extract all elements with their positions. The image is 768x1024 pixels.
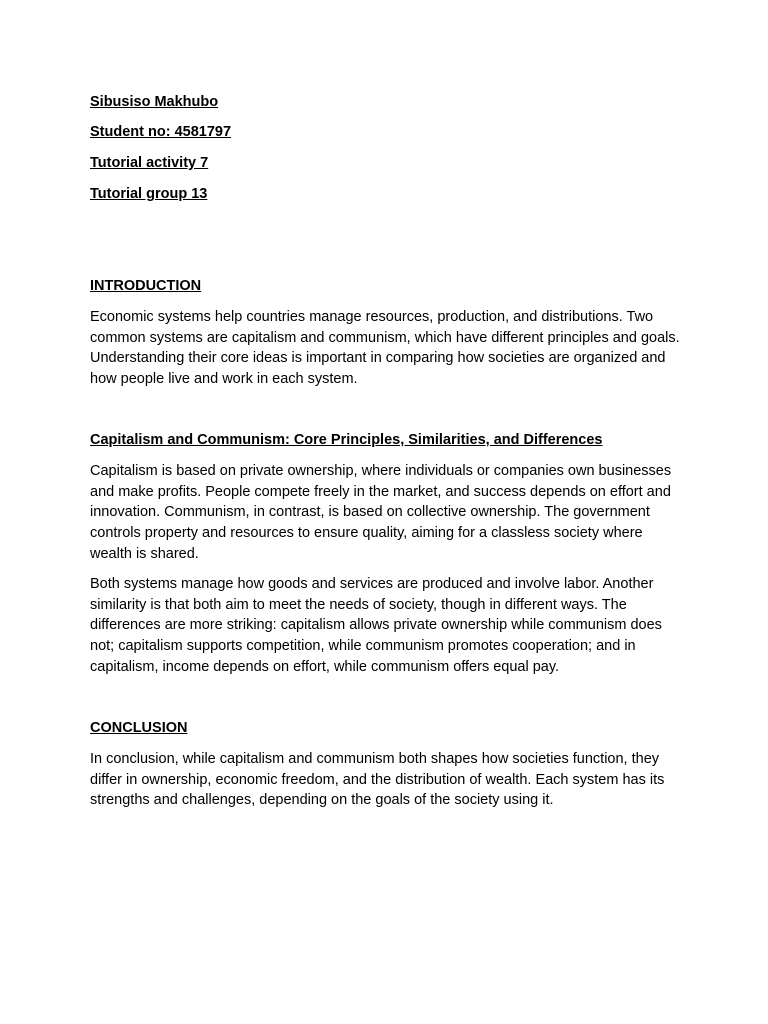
comparison-paragraph-2: Both systems manage how goods and services are produced and involve labor. Another similarity is that both aim to meet the needs of society, though in different ways. The differences are more striking: capitalism allows private ownership while communism does not; capitalism supports competition, while communism promotes cooperation; and in capitalism, income depends on effort, while communism offers equal pay. [90,576,662,675]
comparison-paragraph-1: Capitalism is based on private ownership, where individuals or companies own businesses and make profits. People compete freely in the market, and success depends on effort and innovation. Communism, in contrast, is based on collective ownership. The government controls property and resources to ensure quality, aiming for a classless society where wealth is shared. [90,463,672,562]
tutorial-activity: Tutorial activity 7 [90,155,209,171]
conclusion-heading: CONCLUSION [90,720,188,736]
student-name: Sibusiso Makhubo [90,94,219,110]
student-number: Student no: 4581797 [90,124,232,140]
introduction-paragraph: Economic systems help countries manage resources, production, and distributions. Two common systems are capitalism and communism, which have different principles and goals. Understanding their core ideas is important in comparing how societies are organized and how people live and work in each system. [90,309,680,388]
introduction-heading: INTRODUCTION [90,278,202,294]
tutorial-group: Tutorial group 13 [90,186,208,202]
conclusion-paragraph: In conclusion, while capitalism and communism both shapes how societies function, they differ in ownership, economic freedom, and the distribution of wealth. Each system has its strengths and challenges, depending on the goals of the society using it. [90,751,665,809]
comparison-heading: Capitalism and Communism: Core Principles, Similarities, and Differences [90,432,603,448]
